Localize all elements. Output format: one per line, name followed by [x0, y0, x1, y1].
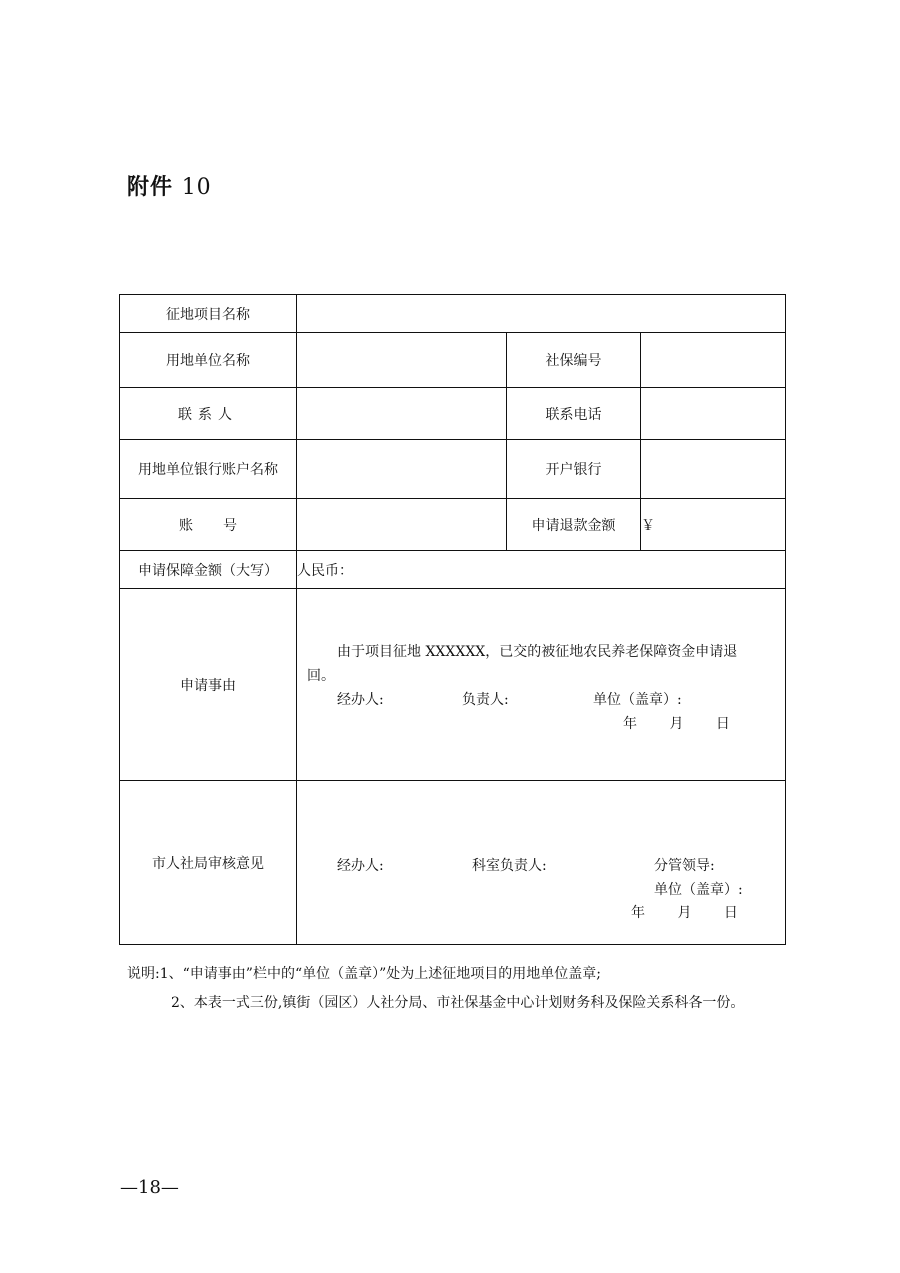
reason-text-line2: 回。	[307, 668, 335, 684]
review-unit-seal: 单位（盖章）:	[654, 882, 743, 898]
project-name-label: 征地项目名称	[120, 295, 297, 333]
bank-label: 开户银行	[507, 440, 641, 499]
social-no-field[interactable]	[641, 333, 786, 388]
reason-label: 申请事由	[120, 589, 297, 781]
attachment-heading	[127, 170, 212, 201]
attachment-number: 10	[181, 175, 212, 200]
review-label: 市人社局审核意见	[120, 781, 297, 945]
review-handler: 经办人:	[337, 858, 384, 874]
review-cell[interactable]	[297, 781, 786, 945]
notes	[127, 960, 787, 1018]
guarantee-amount-label: 申请保障金额（大写）	[120, 551, 297, 589]
account-no-label: 账号	[120, 499, 297, 551]
bank-account-name-label: 用地单位银行账户名称	[120, 440, 297, 499]
bank-field[interactable]	[641, 440, 786, 499]
refund-amount-field[interactable]: ￥	[641, 499, 786, 551]
unit-name-field[interactable]	[297, 333, 507, 388]
reason-cell[interactable]	[297, 589, 786, 781]
reason-unit-seal: 单位（盖章）:	[593, 692, 682, 708]
note-line2: 2、本表一式三份,镇街（园区）人社分局、市社保基金中心计划财务科及保险关系科各一份。	[171, 995, 745, 1011]
guarantee-amount-field[interactable]: 人民币：	[297, 551, 786, 589]
phone-label: 联系电话	[507, 388, 641, 440]
refund-application-form	[119, 294, 786, 945]
note-line1: 说明:1、“申请事由”栏中的“单位（盖章）”处为上述征地项目的用地单位盖章;	[127, 966, 601, 982]
reason-responsible: 负责人:	[462, 692, 509, 708]
reason-date: 年 月 日	[623, 716, 730, 732]
unit-name-label: 用地单位名称	[120, 333, 297, 388]
bank-account-name-field[interactable]	[297, 440, 507, 499]
contact-field[interactable]	[297, 388, 507, 440]
review-section-head: 科室负责人:	[472, 858, 547, 874]
account-no-field[interactable]	[297, 499, 507, 551]
page-number: —18—	[120, 1177, 179, 1198]
reason-handler: 经办人:	[337, 692, 384, 708]
review-leader: 分管领导:	[654, 858, 715, 874]
attachment-label: 附件	[127, 174, 174, 200]
refund-amount-label: 申请退款金额	[507, 499, 641, 551]
phone-field[interactable]	[641, 388, 786, 440]
review-date: 年 月 日	[631, 905, 738, 921]
contact-label: 联系人	[120, 388, 297, 440]
project-name-field[interactable]	[297, 295, 786, 333]
reason-text-line1: 由于项目征地 XXXXXX，已交的被征地农民养老保障资金申请退	[337, 644, 738, 660]
social-no-label: 社保编号	[507, 333, 641, 388]
